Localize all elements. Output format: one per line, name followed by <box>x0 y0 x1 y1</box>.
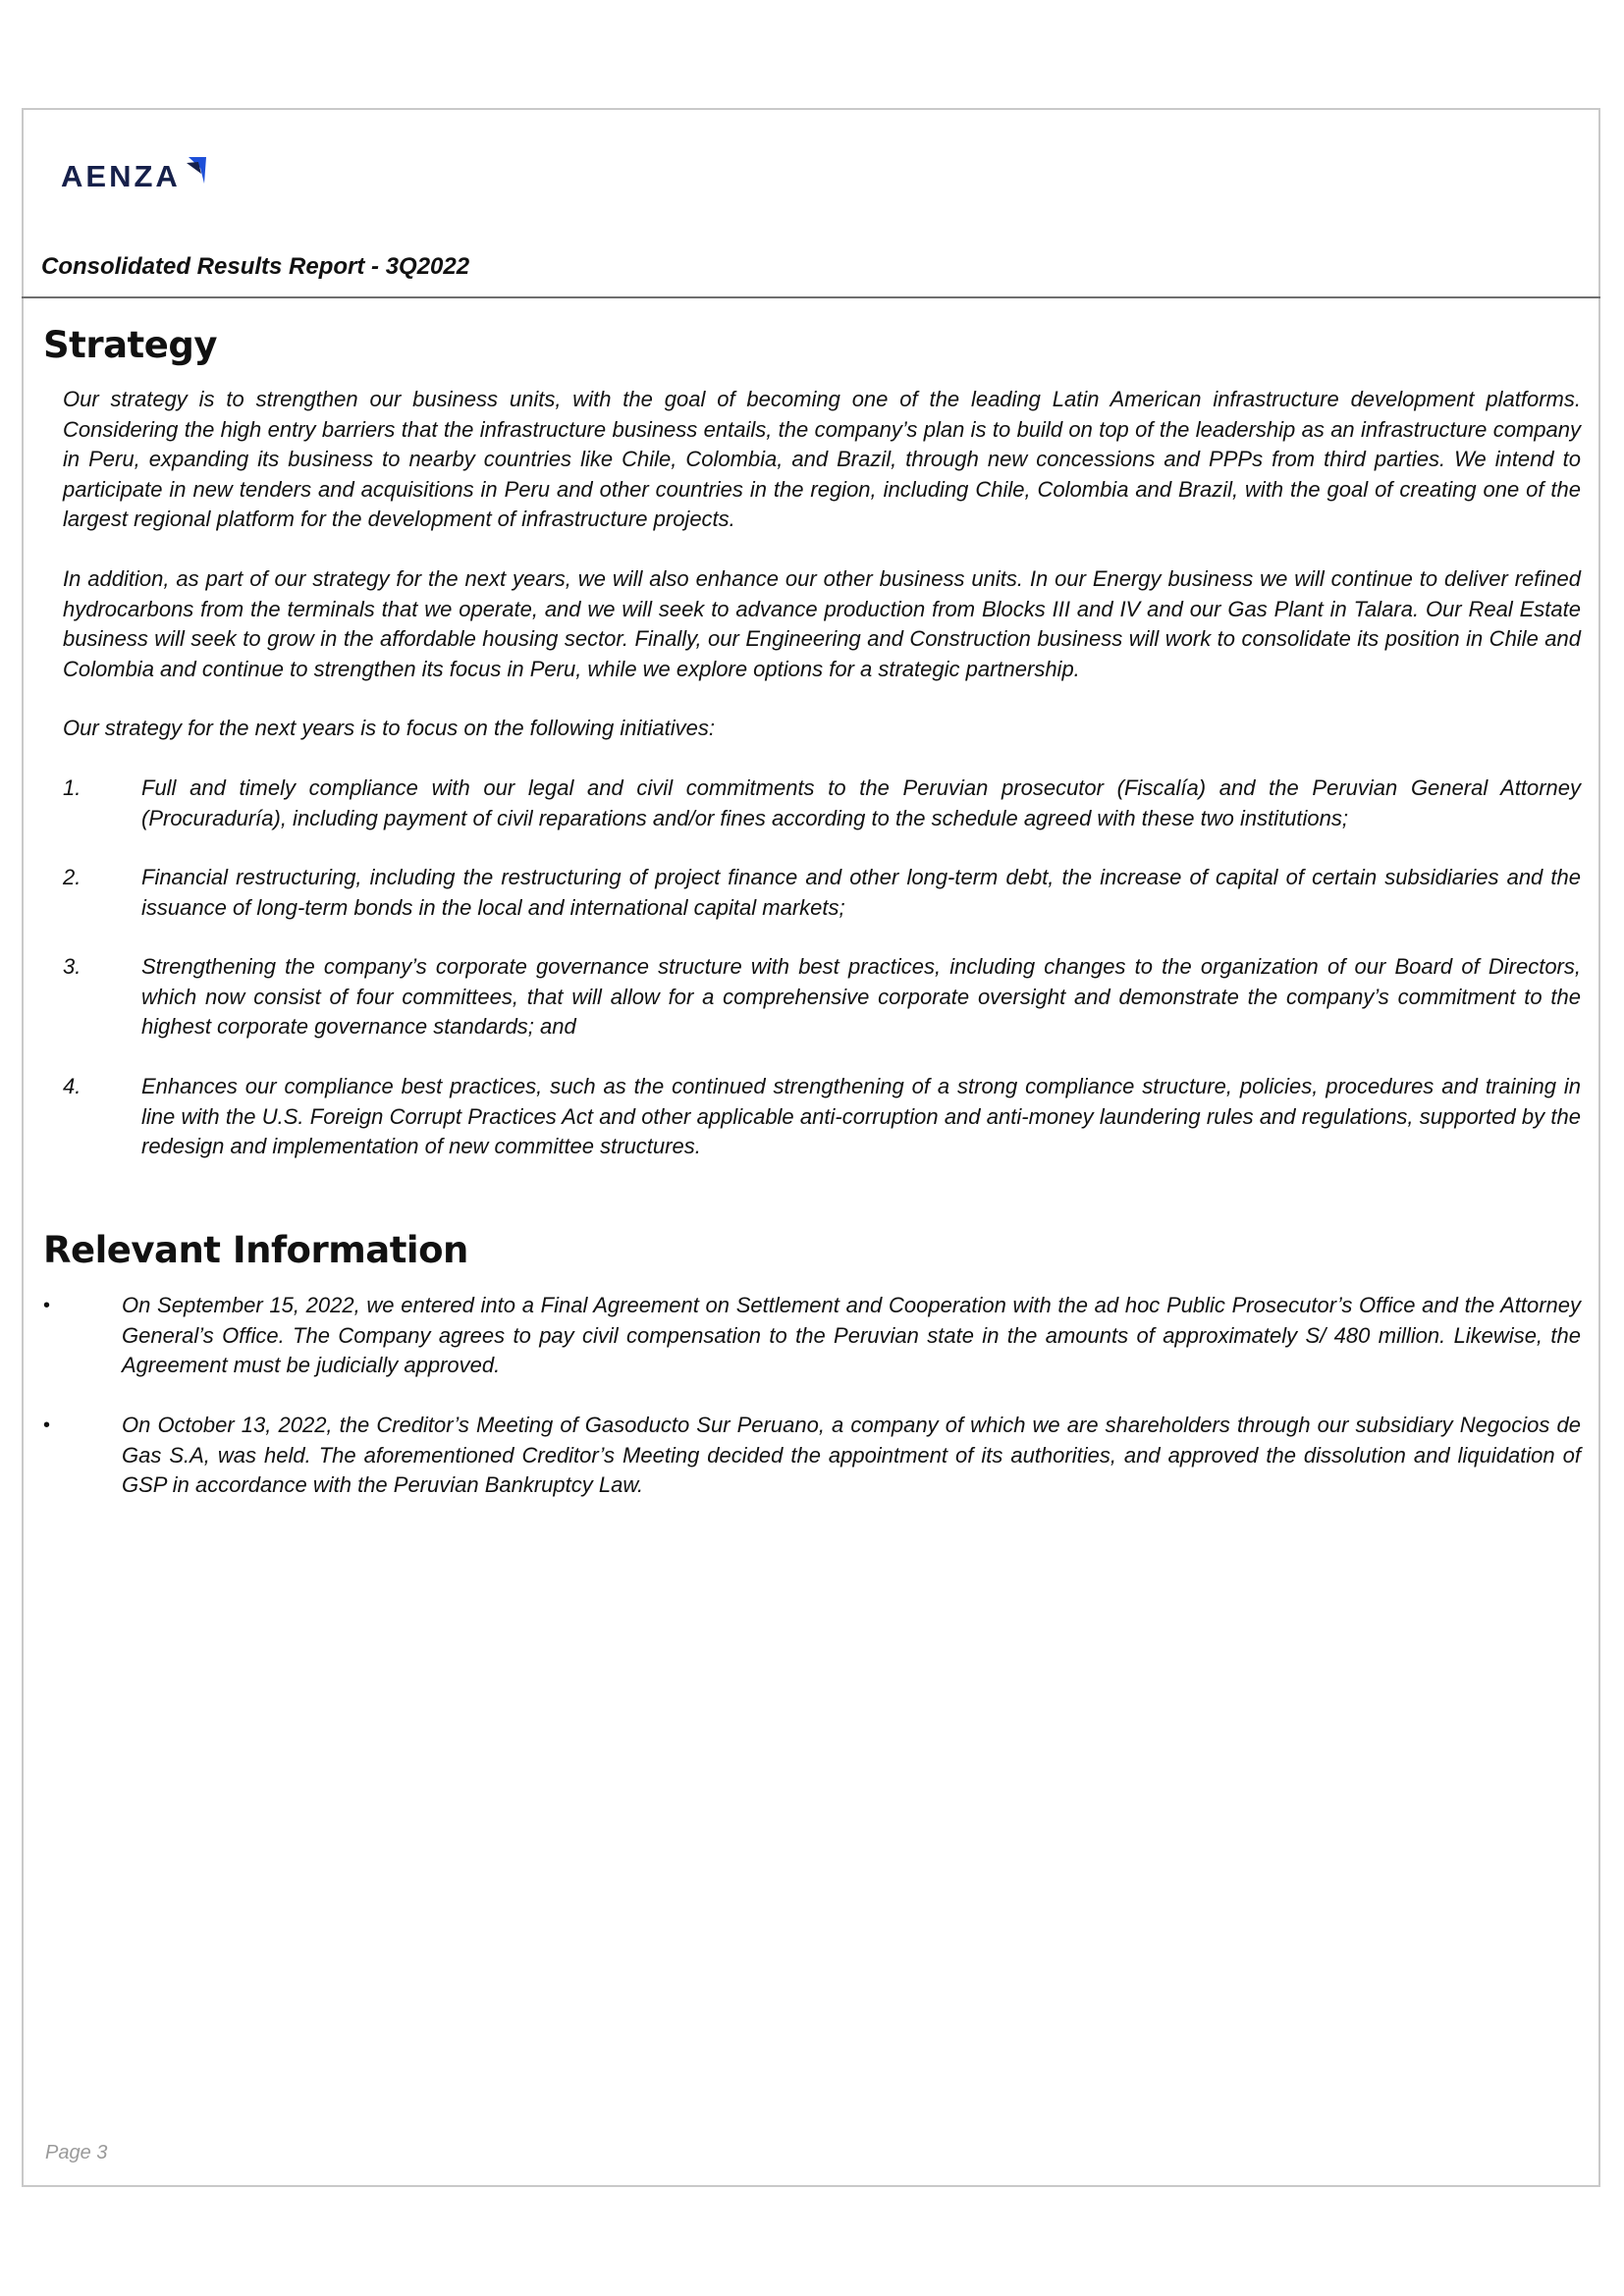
relevant-information-heading: Relevant Information <box>43 1229 468 1271</box>
logo-wordmark: AENZA <box>61 159 181 193</box>
initiative-number: 2. <box>63 865 81 889</box>
company-logo <box>61 155 208 198</box>
report-title: Consolidated Results Report - 3Q2022 <box>41 253 470 280</box>
bullet-icon: • <box>43 1415 51 1436</box>
initiative-text: Enhances our compliance best practices, such as the continued strengthening of a strong compliance structure, policies, procedures and training in line with the U.S. Foreign Corrupt Practices Act and other applicable anti-corruption and anti-money laundering rules and regulations, supported by the redesign and implementation of new committee structures. <box>141 1074 1581 1158</box>
initiative-text: Strengthening the company’s corporate governance structure with best practices, including changes to the organization of our Board of Directors, which now consist of four committees, that will allow for a comprehensive corporate oversight and demonstrate the company’s commitment to the highest corporate governance standards; and <box>141 954 1581 1039</box>
relevant-bullet-item <box>43 1411 1581 1501</box>
relevant-bullet-item <box>43 1291 1581 1381</box>
header-divider <box>22 296 1600 298</box>
initiative-item <box>63 1072 1581 1162</box>
strategy-heading: Strategy <box>43 324 217 366</box>
initiative-number: 4. <box>63 1074 81 1098</box>
initiative-item <box>63 774 1581 833</box>
logo-arrow-icon <box>185 154 208 187</box>
initiative-text: Financial restructuring, including the restructuring of project finance and other long-term debt, the increase of capital of certain subsidiaries and the issuance of long-term bonds in the local and international capital markets; <box>141 865 1581 920</box>
strategy-intro-line: Our strategy for the next years is to focus on the following initiatives: <box>63 716 715 740</box>
initiative-number: 1. <box>63 775 81 800</box>
bullet-text: On October 13, 2022, the Creditor’s Meeting of Gasoducto Sur Peruano, a company of which we are shareholders through our subsidiary Negocios de Gas S.A, was held. The aforementioned Creditor’s Meeting decided the appointment of its authorities, and approved the dissolution and liquidation of GSP in accordance with the Peruvian Bankruptcy Law. <box>122 1413 1581 1497</box>
page-number: Page 3 <box>45 2142 108 2163</box>
initiative-number: 3. <box>63 954 81 979</box>
initiative-item <box>63 952 1581 1042</box>
initiative-item <box>63 863 1581 923</box>
strategy-paragraph: Our strategy is to strengthen our business units, with the goal of becoming one of the leading Latin American infrastructure development platforms. Considering the high entry barriers that the infrastructure business entails, the company’s plan is to build on top of the leadership as an infrastructure company in Peru, expanding its business to nearby countries like Chile, Colombia, and Brazil, through new concessions and PPPs from third parties. We intend to participate in new tenders and acquisitions in Peru and other countries in the region, including Chile, Colombia and Brazil, with the goal of creating one of the largest regional platform for the development of infrastructure projects. <box>63 387 1581 531</box>
initiative-text: Full and timely compliance with our legal and civil commitments to the Peruvian prosecutor (Fiscalía) and the Peruvian General Attorney (Procuraduría), including payment of civil reparations and/or fines according to the schedule agreed with these two institutions; <box>141 775 1581 830</box>
bullet-icon: • <box>43 1295 51 1316</box>
strategy-paragraph: In addition, as part of our strategy for the next years, we will also enhance our other business units. In our Energy business we will continue to deliver refined hydrocarbons from the terminals that we operate, and we will seek to advance production from Blocks III and IV and our Gas Plant in Talara. Our Real Estate business will seek to grow in the affordable housing sector. Finally, our Engineering and Construction business will work to consolidate its position in Chile and Colombia and continue to strengthen its focus in Peru, while we explore options for a strategic partnership. <box>63 566 1581 681</box>
bullet-text: On September 15, 2022, we entered into a Final Agreement on Settlement and Cooperation with the ad hoc Public Prosecutor’s Office and the Attorney General’s Office. The Company agrees to pay civil compensation to the Peruvian state in the amounts of approximately S/ 480 million. Likewise, the Agreement must be judicially approved. <box>122 1293 1581 1377</box>
